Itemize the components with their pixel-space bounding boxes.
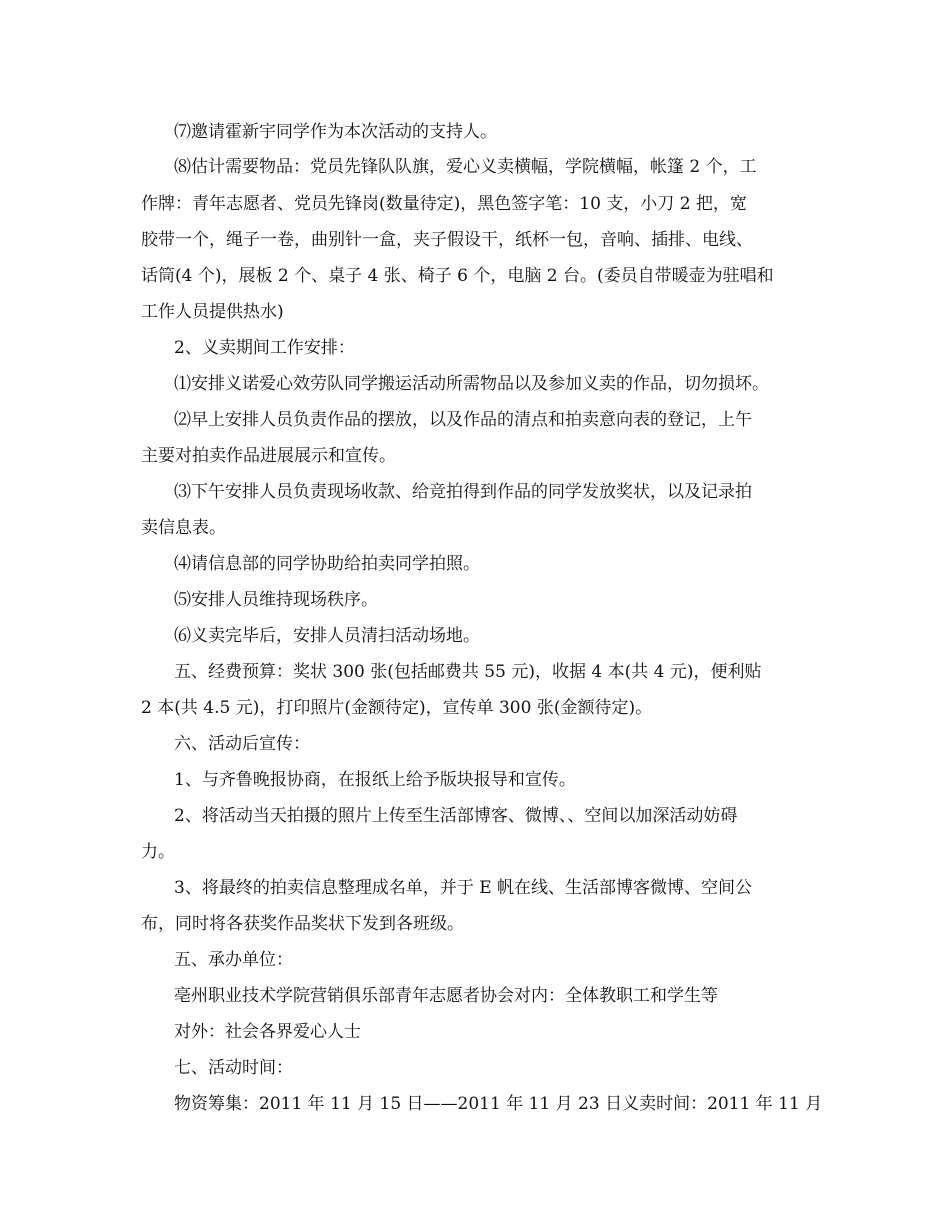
- text-line: ⑻估计需要物品：党员先锋队队旗，爱心义卖横幅，学院横幅，帐篷 2 个，工: [174, 157, 757, 177]
- text-line: ⑹义卖完毕后，安排人员清扫活动场地。: [174, 626, 480, 646]
- text-line: ⑶下午安排人员负责现场收款、给竞拍得到作品的同学发放奖状，以及记录拍: [174, 482, 752, 502]
- text-line: 工作人员提供热水): [141, 302, 284, 322]
- text-line: 布，同时将各获奖作品奖状下发到各班级。: [141, 914, 464, 934]
- text-line: 力。: [141, 842, 175, 862]
- text-line: 胶带一个，绳子一卷，曲别针一盒，夹子假设干，纸杯一包，音响、插排、电线、: [141, 230, 753, 250]
- text-line: 话筒(4 个)，展板 2 个、桌子 4 张、椅子 6 个，电脑 2 台。(委员自带暖壶为驻唱和: [141, 266, 774, 286]
- text-line: ⑸安排人员维持现场秩序。: [174, 590, 378, 610]
- text-line: 物资筹集：2011 年 11 月 15 日——2011 年 11 月 23 日义卖时间：2011 年 11 月: [174, 1094, 823, 1114]
- text-line: ⑵早上安排人员负责作品的摆放，以及作品的清点和拍卖意向表的登记，上午: [174, 410, 752, 430]
- text-line: 主要对拍卖作品进展展示和宣传。: [141, 446, 396, 466]
- text-line: 六、活动后宣传：: [174, 734, 310, 754]
- text-line: 卖信息表。: [141, 518, 226, 538]
- text-line: ⑴安排义诺爱心效劳队同学搬运活动所需物品以及参加义卖的作品，切勿损坏。: [174, 374, 769, 394]
- text-line: 1、与齐鲁晚报协商，在报纸上给予版块报导和宣传。: [174, 770, 576, 790]
- text-line: 七、活动时间：: [174, 1058, 293, 1078]
- text-line: 2、义卖期间工作安排：: [174, 338, 355, 358]
- text-line: 2、将活动当天拍摄的照片上传至生活部博客、微博、、空间以加深活动妨碍: [174, 806, 738, 826]
- text-line: 亳州职业技术学院营销俱乐部青年志愿者协会对内：全体教职工和学生等: [174, 986, 718, 1006]
- text-line: 五、经费预算：奖状 300 张(包括邮费共 55 元)，收据 4 本(共 4 元)，便利贴: [174, 662, 762, 682]
- text-line: 作牌：青年志愿者、党员先锋岗(数量待定)，黑色签字笔：10 支，小刀 2 把，宽: [141, 194, 747, 214]
- text-line: ⑺邀请霍新宇同学作为本次活动的支持人。: [174, 122, 497, 142]
- text-line: 3、将最终的拍卖信息整理成名单，并于 E 帆在线、生活部博客微博、空间公: [174, 878, 753, 898]
- text-line: 2 本(共 4.5 元)，打印照片(金额待定)，宣传单 300 张(金额待定)。: [141, 698, 653, 718]
- text-line: 对外：社会各界爱心人士: [174, 1022, 361, 1042]
- text-line: ⑷请信息部的同学协助给拍卖同学拍照。: [174, 554, 480, 574]
- text-line: 五、承办单位：: [174, 950, 293, 970]
